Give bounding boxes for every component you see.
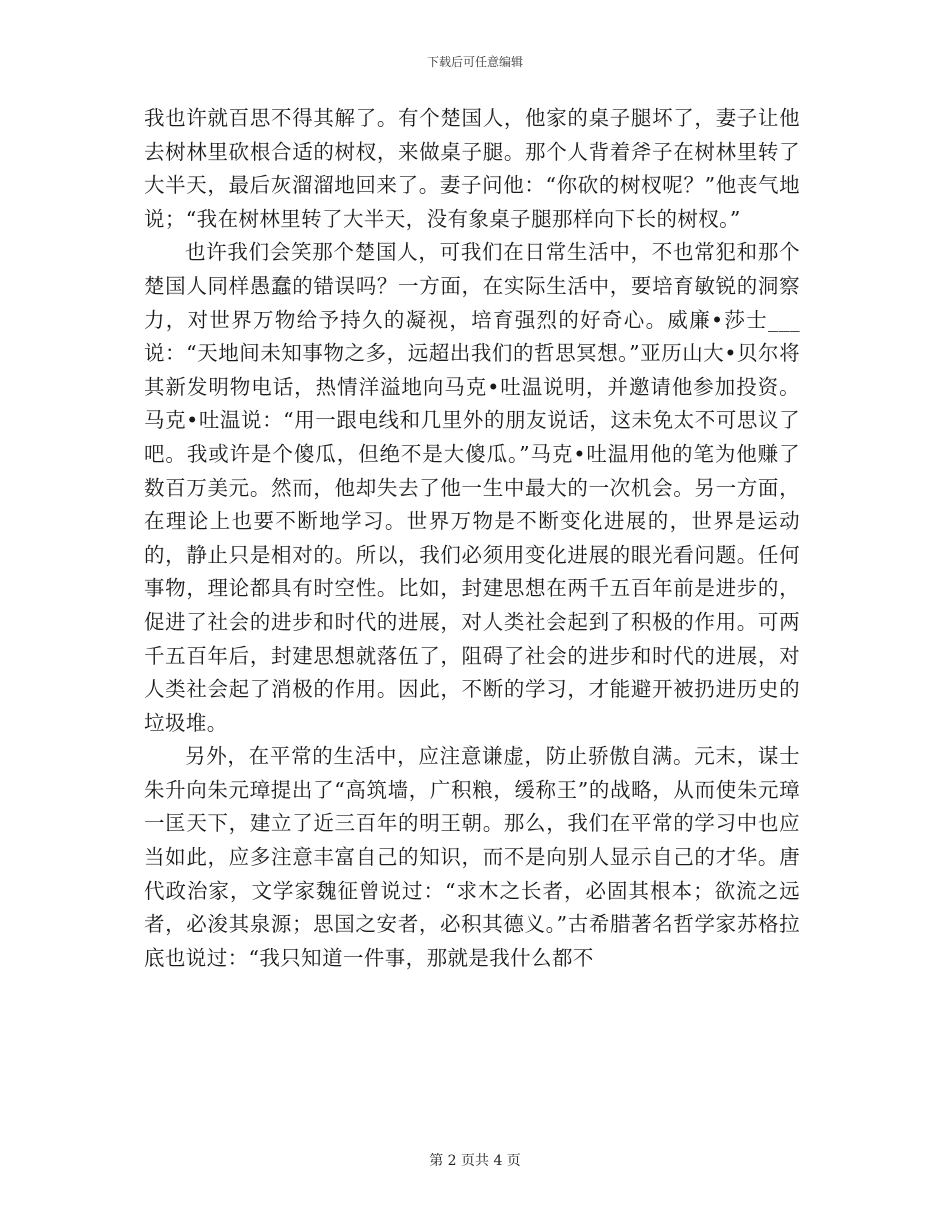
document-body xyxy=(144,102,800,975)
paragraph-2: 也许我们会笑那个楚国人，可我们在日常生活中，不也常犯和那个楚国人同样愚蠢的错误吗？一方面，在实际生活中，要培育敏锐的洞察力，对世界万物给予持久的凝视，培育强烈的好奇心。威廉•莎士___说：“天地间未知事物之多，远超出我们的哲思冥想。”亚历山大•贝尔将其新发明物电话，热情洋溢地向马克•吐温说明，并邀请他参加投资。马克•吐温说：“用一跟电线和几里外的朋友说话，这未免太不可思议了吧。我或许是个傻瓜，但绝不是大傻瓜。”马克•吐温用他的笔为他赚了数百万美元。然而，他却失去了他一生中最大的一次机会。另一方面，在理论上也要不断地学习。世界万物是不断变化进展的，世界是运动的，静止只是相对的。所以，我们必须用变化进展的眼光看问题。任何事物，理论都具有时空性。比如，封建思想在两千五百年前是进步的，促进了社会的进步和时代的进展，对人类社会起到了积极的作用。可两千五百年后，封建思想就落伍了，阻碍了社会的进步和时代的进展，对人类社会起了消极的作用。因此，不断的学习，才能避开被扔进历史的垃圾堆。 xyxy=(144,240,800,735)
page-header: 下载后可任意编辑 xyxy=(426,55,523,69)
page-footer: 第 2 页共 4 页 xyxy=(429,1153,521,1169)
paragraph-1: 我也许就百思不得其解了。有个楚国人，他家的桌子腿坏了，妻子让他去树林里砍根合适的树杈，来做桌子腿。那个人背着斧子在树林里转了大半天，最后灰溜溜地回来了。妻子问他：“你砍的树杈呢？”他丧气地说；“我在树林里转了大半天，没有象桌子腿那样向下长的树杈。” xyxy=(144,106,800,231)
paragraph-3: 另外，在平常的生活中，应注意谦虚，防止骄傲自满。元末，谋士朱升向朱元璋提出了“高筑墙，广积粮，缓称王”的战略，从而使朱元璋一匡天下，建立了近三百年的明王朝。那么，我们在平常的学习中也应当如此，应多注意丰富自己的知识，而不是向别人显示自己的才华。唐代政治家，文学家魏征曾说过：“求木之长者，必固其根本；欲流之远者，必浚其泉源；思国之安者，必积其德义。”古希腊著名哲学家苏格拉底也说过：“我只知道一件事，那就是我什么都不 xyxy=(144,744,800,970)
